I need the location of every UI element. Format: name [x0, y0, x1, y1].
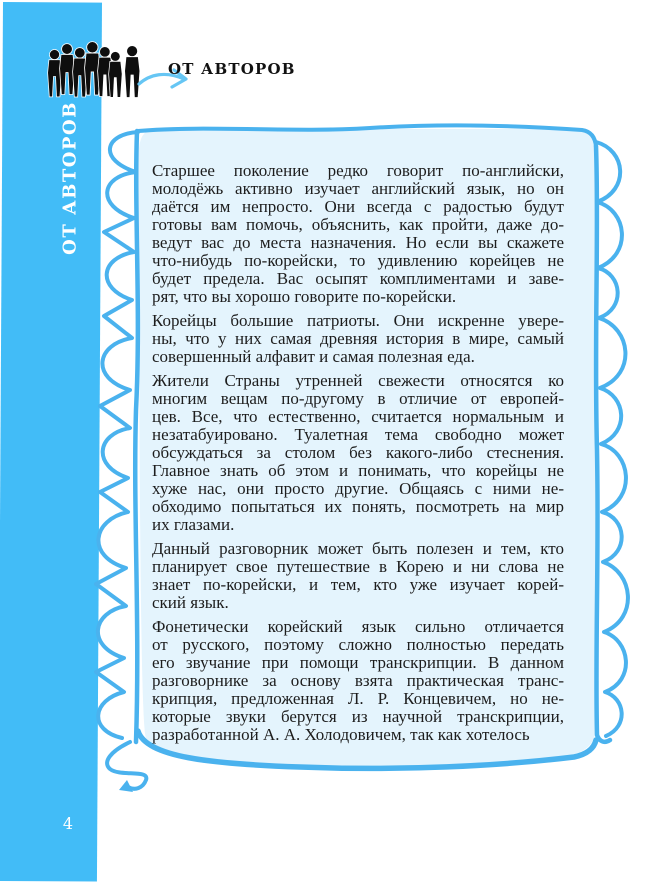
text-line: ский язык.	[152, 593, 229, 612]
paragraph	[152, 312, 564, 366]
text-line: готовы вам помочь, объяснить, как пройти, даже до-	[152, 215, 564, 234]
paragraph	[152, 372, 564, 534]
text-line: ны, что у них самая древняя история в мире, самый	[152, 329, 564, 348]
text-line: Фонетически корейский язык сильно отличается	[152, 617, 564, 636]
text-line: разговорнике за основу взята практическая транс-	[152, 671, 564, 690]
text-line: от русского, поэтому сложно полностью передать	[152, 635, 564, 654]
text-line: планирует свое путешествие в Корею и ни слова не	[152, 557, 564, 576]
text-line: разработанной А. А. Холодовичем, так как хотелось	[152, 725, 530, 744]
text-line: Жители Страны утренней свежести относятся ко	[152, 371, 564, 390]
text-line: которые звуки берутся из научной транскрипции,	[152, 707, 564, 726]
text-line: его звучание при помощи транскрипции. В данном	[152, 653, 564, 672]
text-line: знает по-корейски, и тем, кто уже изучает корей-	[152, 575, 564, 594]
text-line: цев. Все, что естественно, считается нормальным и	[152, 407, 564, 426]
text-line: крипция, предложенная Л. Р. Концевичем, но не-	[152, 689, 564, 708]
text-line: незатабуировано. Туалетная тема свободно может	[152, 425, 564, 444]
page-number: 4	[62, 814, 74, 833]
text-line: молодёжь активно изучает английский язык, но он	[152, 179, 564, 198]
text-line: рят, что вы хорошо говорите по-корейски.	[152, 287, 457, 306]
text-line: обходимо попытаться их понять, посмотреть на мир	[152, 497, 564, 516]
page-title: ОТ АВТОРОВ	[168, 60, 296, 78]
paragraph	[152, 162, 564, 306]
text-line: обсуждаться за столом без какого-либо стеснения.	[152, 443, 564, 462]
text-line: их глазами.	[152, 515, 235, 534]
text-line: ведут вас до места назначения. Но если вы скажете	[152, 233, 564, 252]
text-line: даётся им непросто. Они всегда с радостью будут	[152, 197, 564, 216]
paragraph	[152, 540, 564, 612]
text-line: Корейцы большие патриоты. Они искренне увере-	[152, 311, 564, 330]
text-line: совершенный алфавит и самая полезная еда.	[152, 347, 475, 366]
text-line: Главное знать об этом и понимать, что корейцы не	[152, 461, 564, 480]
text-line: Данный разговорник может быть полезен и тем, кто	[152, 539, 564, 558]
text-line: что-нибудь по-корейски, то удивлению корейцев не	[152, 251, 564, 270]
text-line: хуже нас, они просто другие. Общаясь с ними не-	[152, 479, 564, 498]
text-line: многим вещам по-другому в отличие от европей-	[152, 389, 564, 408]
text-block	[152, 162, 564, 750]
sidebar-vertical-label: ОТ АВТОРОВ	[59, 101, 81, 255]
text-line: будет предела. Вас осыпят комплиментами и заве-	[152, 269, 564, 288]
paragraph	[152, 618, 564, 744]
text-line: Старшее поколение редко говорит по-английски,	[152, 161, 564, 180]
